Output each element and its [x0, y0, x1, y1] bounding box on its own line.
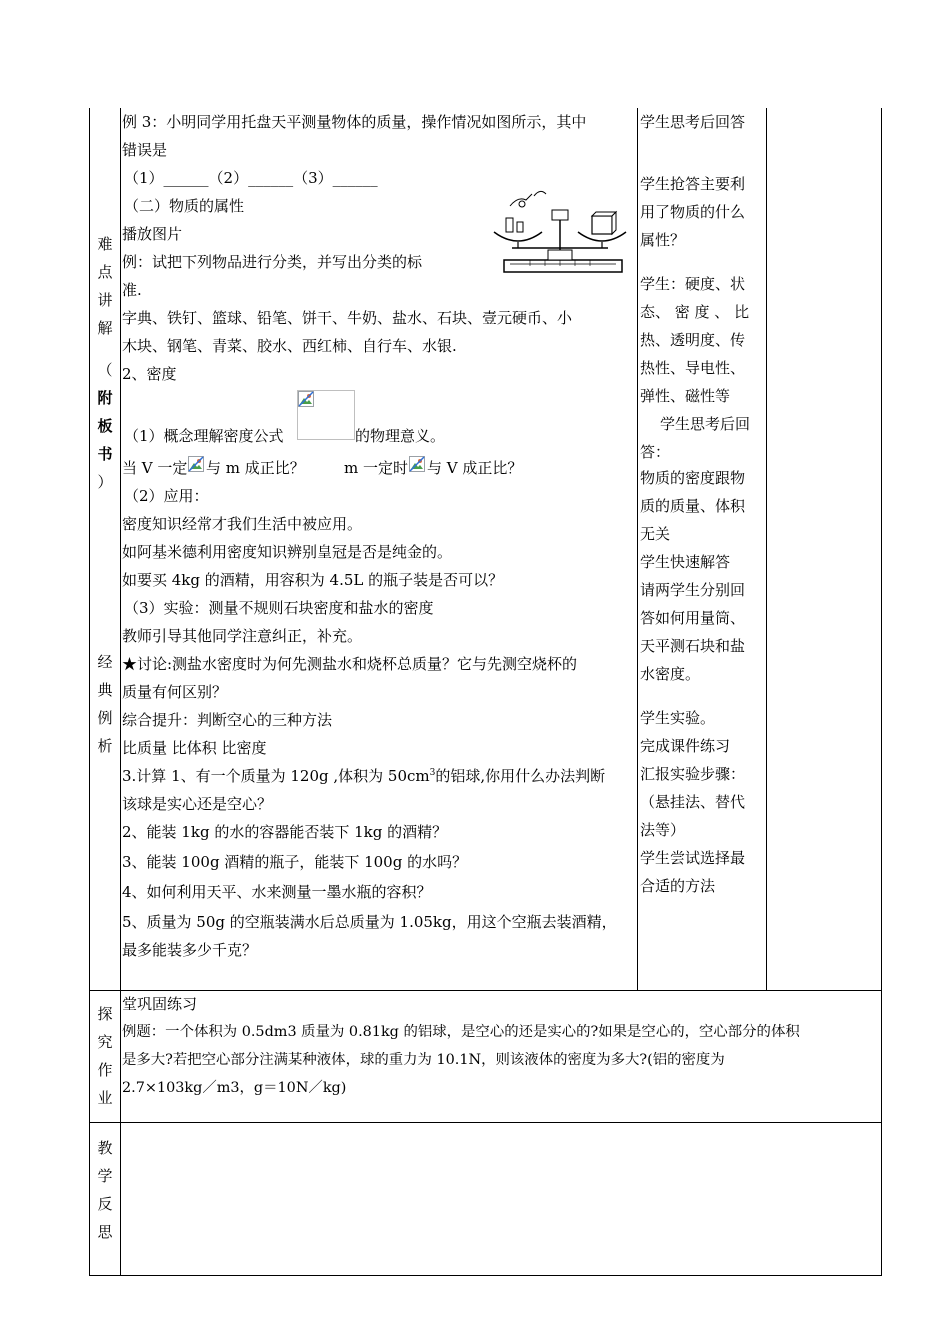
classify-example-line2: 准.	[122, 281, 142, 299]
items-list-line1: 字典、铁钉、篮球、铅笔、饼干、牛奶、盐水、石块、壹元硬币、小	[122, 309, 573, 327]
density-concept-label: （1）概念理解密度公式	[124, 427, 284, 445]
student-activity-5a: 物质的密度跟物	[640, 469, 746, 487]
table-row-divider-1	[89, 990, 882, 991]
broken-image-icon	[409, 456, 425, 472]
sidebar-label-homework: 探 究 作 业	[97, 1005, 113, 1107]
student-activity-4a: 学生思考后回	[660, 415, 751, 433]
homework-line2: 是多大?若把空心部分注满某种液体，球的重力为 10.1N，则该液体的密度为多大?(铝的密度为	[122, 1052, 725, 1068]
student-activity-12a: 学生尝试选择最	[640, 849, 746, 867]
student-activity-2c: 属性？	[640, 231, 686, 249]
student-activity-7c: 天平测石块和盐	[640, 637, 746, 655]
items-list-line2: 木块、钢笔、青菜、胶水、西红柿、自行车、水银.	[122, 337, 457, 355]
experiment-guide: 教师引导其他同学注意纠正，补充。	[122, 627, 363, 645]
proportional-m-prefix: m 一定时	[344, 459, 408, 477]
table-right-border	[881, 108, 882, 1276]
student-activity-1: 学生思考后回答	[640, 113, 746, 131]
example3-line2: 错误是	[122, 141, 168, 159]
student-activity-2a: 学生抢答主要利	[640, 175, 746, 193]
calc-problem-1-line2: 该球是实心还是空心？	[122, 795, 273, 813]
sidebar-label-reflection: 教 学 反 思	[97, 1139, 113, 1241]
student-activity-3d: 热性、导电性、	[640, 359, 746, 377]
student-activity-8: 学生实验。	[640, 709, 716, 727]
student-activity-7b: 答如何用量筒、	[640, 609, 746, 627]
play-images-text: 播放图片	[122, 225, 183, 243]
calc-problem-5-line1: 5、质量为 50g 的空瓶装满水后总质量为 1.05kg，用这个空瓶去装酒精，	[122, 913, 617, 931]
student-activity-3a: 学生：硬度、状	[640, 275, 746, 293]
table-col-divider-2	[637, 108, 638, 991]
homework-heading: 堂巩固练习	[122, 995, 198, 1013]
homework-line3: 2.7×103kg／m3，g＝10N／kg)	[122, 1080, 347, 1096]
student-activity-9: 完成课件练习	[640, 737, 731, 755]
student-activity-3b: 态、 密 度 、 比	[640, 303, 750, 321]
broken-image-icon	[188, 456, 204, 472]
section-heading-density: 2、密度	[122, 365, 177, 383]
example3-blanks: （1）______（2）______（3）______	[124, 169, 378, 187]
proportional-m-suffix: 与 V 成正比？	[427, 459, 523, 477]
balance-scale-illustration	[490, 186, 630, 278]
calc-problem-2: 2、能装 1kg 的水的容器能否装下 1kg 的酒精？	[122, 823, 448, 841]
calc-problem-3: 3、能装 100g 酒精的瓶子，能装下 100g 的水吗？	[122, 853, 468, 871]
classify-example-line1: 例：试把下列物品进行分类，并写出分类的标	[122, 253, 423, 271]
application-line3: 如要买 4kg 的酒精，用容积为 4.5L 的瓶子装是否可以？	[122, 571, 504, 589]
student-activity-4b: 答：	[640, 443, 671, 461]
student-activity-11a: （悬挂法、替代	[640, 793, 746, 811]
section-heading-properties: （二）物质的属性	[124, 197, 245, 215]
density-concept-suffix: 的物理意义。	[355, 427, 446, 445]
proportional-v-suffix: 与 m 成正比？	[206, 459, 305, 477]
discussion-line1: ★讨论:测盐水密度时为何先测盐水和烧杯总质量？它与先测空烧杯的	[122, 655, 578, 673]
student-activity-2b: 用了物质的什么	[640, 203, 746, 221]
experiment-heading: （3）实验：测量不规则石块密度和盐水的密度	[124, 599, 434, 617]
calc-problem-1-text-a: 3.计算 1、有一个质量为 120g ,体积为 50cm	[122, 767, 430, 785]
student-activity-7a: 请两学生分别回	[640, 581, 746, 599]
sidebar-label-examples: 经 典 例 析	[97, 653, 113, 755]
student-activity-3e: 弹性、磁性等	[640, 387, 731, 405]
table-row-divider-2	[89, 1122, 882, 1123]
application-line2: 如阿基米德利用密度知识辨别皇冠是否是纯金的。	[122, 543, 453, 561]
table-col-divider-1	[120, 108, 121, 1276]
table-col-divider-3	[766, 108, 767, 991]
student-activity-5c: 无关	[640, 525, 671, 543]
student-activity-11b: 法等）	[640, 821, 686, 839]
table-bottom-border	[89, 1275, 882, 1276]
superscript-3: 3	[429, 768, 436, 778]
discussion-line2: 质量有何区别？	[122, 683, 228, 701]
homework-line1: 例题：一个体积为 0.5dm3 质量为 0.81kg 的铝球，是空心的还是实心的?如果是空心的，空心部分的体积	[122, 1024, 800, 1040]
broken-image-icon	[298, 391, 314, 407]
calc-problem-5-line2: 最多能装多少千克？	[122, 941, 258, 959]
application-heading: （2）应用：	[124, 487, 209, 505]
student-activity-12b: 合适的方法	[640, 877, 716, 895]
calc-problem-1-line1	[122, 766, 605, 786]
application-line1: 密度知识经常才我们生活中被应用。	[122, 515, 363, 533]
student-activity-6: 学生快速解答	[640, 553, 731, 571]
proportional-v-prefix: 当 V 一定	[122, 459, 188, 477]
student-activity-3c: 热、透明度、传	[640, 331, 746, 349]
student-activity-5b: 质的质量、体积	[640, 497, 746, 515]
hollow-methods-heading: 综合提升：判断空心的三种方法	[122, 711, 333, 729]
sidebar-label-difficulty: 难 点 讲 解 （ 附 板 书 ）	[97, 235, 113, 491]
student-activity-7d: 水密度。	[640, 665, 701, 683]
calc-problem-1-text-b: 的铝球,你用什么办法判断	[435, 767, 606, 785]
calc-problem-4: 4、如何利用天平、水来测量一墨水瓶的容积？	[122, 883, 432, 901]
example3-line1: 例 3：小明同学用托盘天平测量物体的质量，操作情况如图所示，其中	[122, 113, 587, 131]
student-activity-10: 汇报实验步骤：	[640, 765, 746, 783]
table-left-border	[89, 108, 90, 1276]
hollow-methods-list: 比质量 比体积 比密度	[122, 739, 267, 757]
